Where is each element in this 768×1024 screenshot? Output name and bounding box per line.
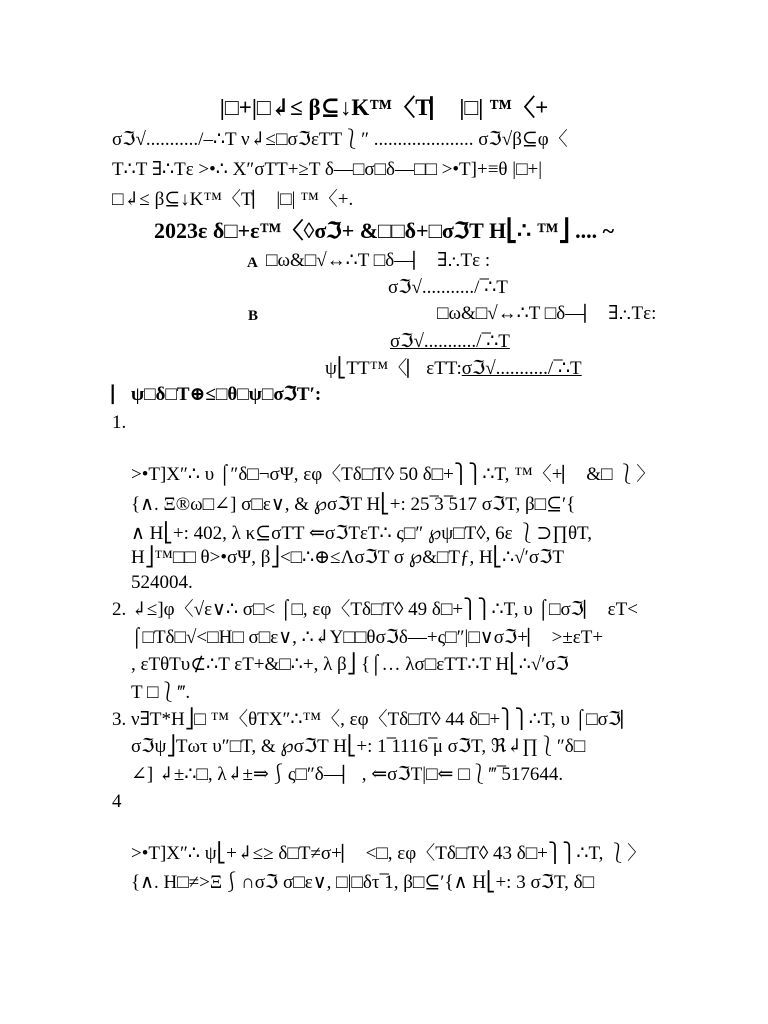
item-1-line-5: 524004. xyxy=(131,572,193,593)
intro-line-1: σℑ√.........../–∴T ν↲≤□σℑεTT⎱″ ..................... σℑ√β⊆φ〈 xyxy=(112,129,568,150)
party-b-text: □ω&□√↔∴T □δ—⎸ ∃∴Tε: xyxy=(437,303,657,324)
item-4-line-1: >•T]X″∴ ψ⎣+↲≤≥ δ□T≠σ+⎸ <□, εφ〈Tδ□T◊ 43 δ□+⎫⎫∴T, ⎱〉 xyxy=(131,843,647,864)
item-1-line-1: >•T]X″∴ υ ⌠″δ□¬σΨ, εφ〈Tδ□T◊ 50 δ□+⎫⎫∴T, ™〈+⎸ &□ ⎱〉 xyxy=(131,464,656,485)
item-2-line-4: T □⎱‴. xyxy=(131,682,191,703)
witness-signature: σℑ√.........../ ̅∴T xyxy=(461,358,582,379)
item-1-line-4: H⎦™□□ θ>•σΨ, β⎦<□∴⊕≤ΛσℑT σ ℘&□Tƒ, H⎣∴√′σℑT xyxy=(131,547,564,568)
item-3-line-2: σℑψ⎦Tωτ υ″□T, & ℘σℑT H⎣+: 1 ̅1116 ̅μ σℑT, ℜ↲∏⎱″δ□ xyxy=(131,736,586,757)
witness-prefix: ψ⎣TT™〈⎸εTT: xyxy=(325,358,462,379)
witness-line xyxy=(325,358,582,380)
party-b-label: B xyxy=(248,308,259,324)
intro-line-2: T∴T ∃∴Tε >•∴ X″σTT+≥T δ—□σ□δ—□□ >•T]+≡θ |□+| xyxy=(112,159,543,180)
item-4-line-2: {∧. H□≠>Ξ⎰∩σℑ σ□ε∨, □|□δτ ̅1, β□⊆′{∧ H⎣+: 3 σℑT, δ□ xyxy=(131,872,595,893)
item-2-line-3: , εTθTυ⊄∴T εT+&□∴+, λ β⎦ {⌠… λσ□εTT∴T H⎣∴√′σℑ xyxy=(131,654,569,675)
item-3-line-3: ∠] ↲±∴□, λ↲±⇒⎰ς□″δ—⎸, ⇐σℑT|□⇐ □⎱‴ ̅517644. xyxy=(131,764,564,785)
party-a-label: A xyxy=(247,255,258,271)
item-4-number: 4 xyxy=(112,791,122,812)
item-3-line-1: ν∃T*H⎦□ ™〈θTX″∴™〈, εφ〈Tδ□T◊ 44 δ□+⎫⎫∴T, υ ⌠□σℑ⎸ xyxy=(131,709,641,730)
agreement-subtitle: 2023ε δ□+ε™〈◊σℑ+ &□□δ+□σℑT H⎣∴ ™⎦ .... ~ xyxy=(153,218,615,243)
section-heading: ⎸ψ□δ□T⊕≤□θ□ψ□σℑT′: xyxy=(112,384,322,405)
party-b-signature: σℑ√.........../ ̅∴T xyxy=(390,331,510,352)
party-a-signature: σℑ√.........../ ̅∴T xyxy=(388,277,508,298)
item-2-number: 2. xyxy=(112,599,127,620)
intro-line-3: □↲≤ β⊆↓K™〈T⎸ |□| ™〈+. xyxy=(112,189,354,210)
item-1-line-2: {∧. Ξ®ω□∠] σ□ε∨, & ℘σℑT H⎣+: 25 ̅3 ̅517 σℑT, β□⊆′{ xyxy=(131,494,576,515)
item-3-number: 3. xyxy=(112,709,127,730)
item-1-number: 1. xyxy=(112,412,127,433)
document-title: |□+|□↲≤ β⊆↓K™〈T⎸ |□| ™〈+ xyxy=(219,95,549,120)
item-1-line-3: ∧ H⎣+: 402, λ κ⊆σTT ⇐σℑTεT∴ ς□″ ℘ψ□T◊, 6ε ⎱⊃∏θT, xyxy=(131,523,592,544)
item-2-line-1: ↲≤]φ〈√ε∨∴ σ□< ⌠□, εφ〈Tδ□T◊ 49 δ□+⎫⎫∴T, υ ⌠□σℑ⎸ εT< xyxy=(131,599,638,620)
item-2-line-2: ⌠□Tδ□√<□H□ σ□ε∨, ∴↲Υ□□θσℑδ—+ς□″|□∨σℑ+⎸ >±εT+ xyxy=(131,627,604,648)
party-a-text: □ω&□√↔∴T □δ—⎸ ∃∴Tε : xyxy=(266,250,491,271)
